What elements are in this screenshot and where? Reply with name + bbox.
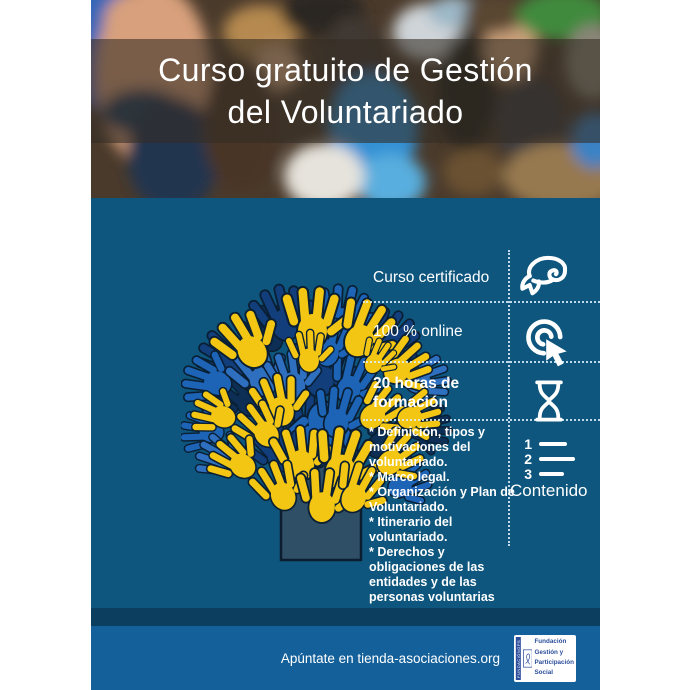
logo-text-line: Fundación [534, 638, 567, 646]
list-icon-row [520, 451, 575, 466]
signup-cta: Apúntate en tienda-asociaciones.org [280, 650, 500, 666]
list-number: 1 [524, 435, 532, 452]
footer-divider [91, 608, 600, 626]
contents-heading: Contenido [510, 481, 588, 500]
title-band [91, 39, 600, 143]
hourglass-icon [527, 376, 571, 426]
certificate-icon [517, 250, 575, 302]
page-title-line1: Curso gratuito de Gestión [158, 52, 533, 88]
logo-text-line: Participación [534, 659, 574, 666]
content-list-item: * Itinerario del voluntariado. [369, 515, 453, 544]
list-line [539, 442, 567, 446]
logo-vertical-text: FUNDACIÓNGPS [516, 637, 521, 680]
cursor-click-icon [521, 314, 577, 372]
numbered-list-icon [520, 436, 575, 481]
list-number: 2 [524, 450, 532, 467]
content-list-item: * Derechos y obligaciones de las entidades y de las personas voluntarias [369, 545, 495, 604]
list-line [539, 472, 564, 476]
list-line [539, 457, 575, 461]
list-icon-row [520, 436, 575, 451]
logo-mark-icon [523, 639, 533, 678]
page-title-line2: del Voluntariado [227, 94, 464, 130]
feature-online-label: 100 % online [373, 323, 463, 340]
content-list [369, 425, 517, 605]
content-list-item: * Marco legal. [369, 470, 450, 484]
list-icon-row [520, 466, 575, 481]
content-list-item: * Definición, tipos y motivaciones del voluntariado. [369, 425, 485, 469]
logo-text-line: Social [534, 669, 554, 677]
foundation-logo [514, 635, 576, 682]
feature-certified-label: Curso certificado [373, 269, 490, 286]
content-list-item: * Organización y Plan de Voluntariado. [369, 485, 515, 514]
logo-text [534, 637, 574, 679]
poster [91, 0, 600, 690]
feature-hours-label: 20 horas de formación [373, 375, 460, 411]
logo-text-line: Gestión y [534, 648, 564, 656]
list-number: 3 [524, 465, 532, 482]
footer [91, 626, 600, 690]
